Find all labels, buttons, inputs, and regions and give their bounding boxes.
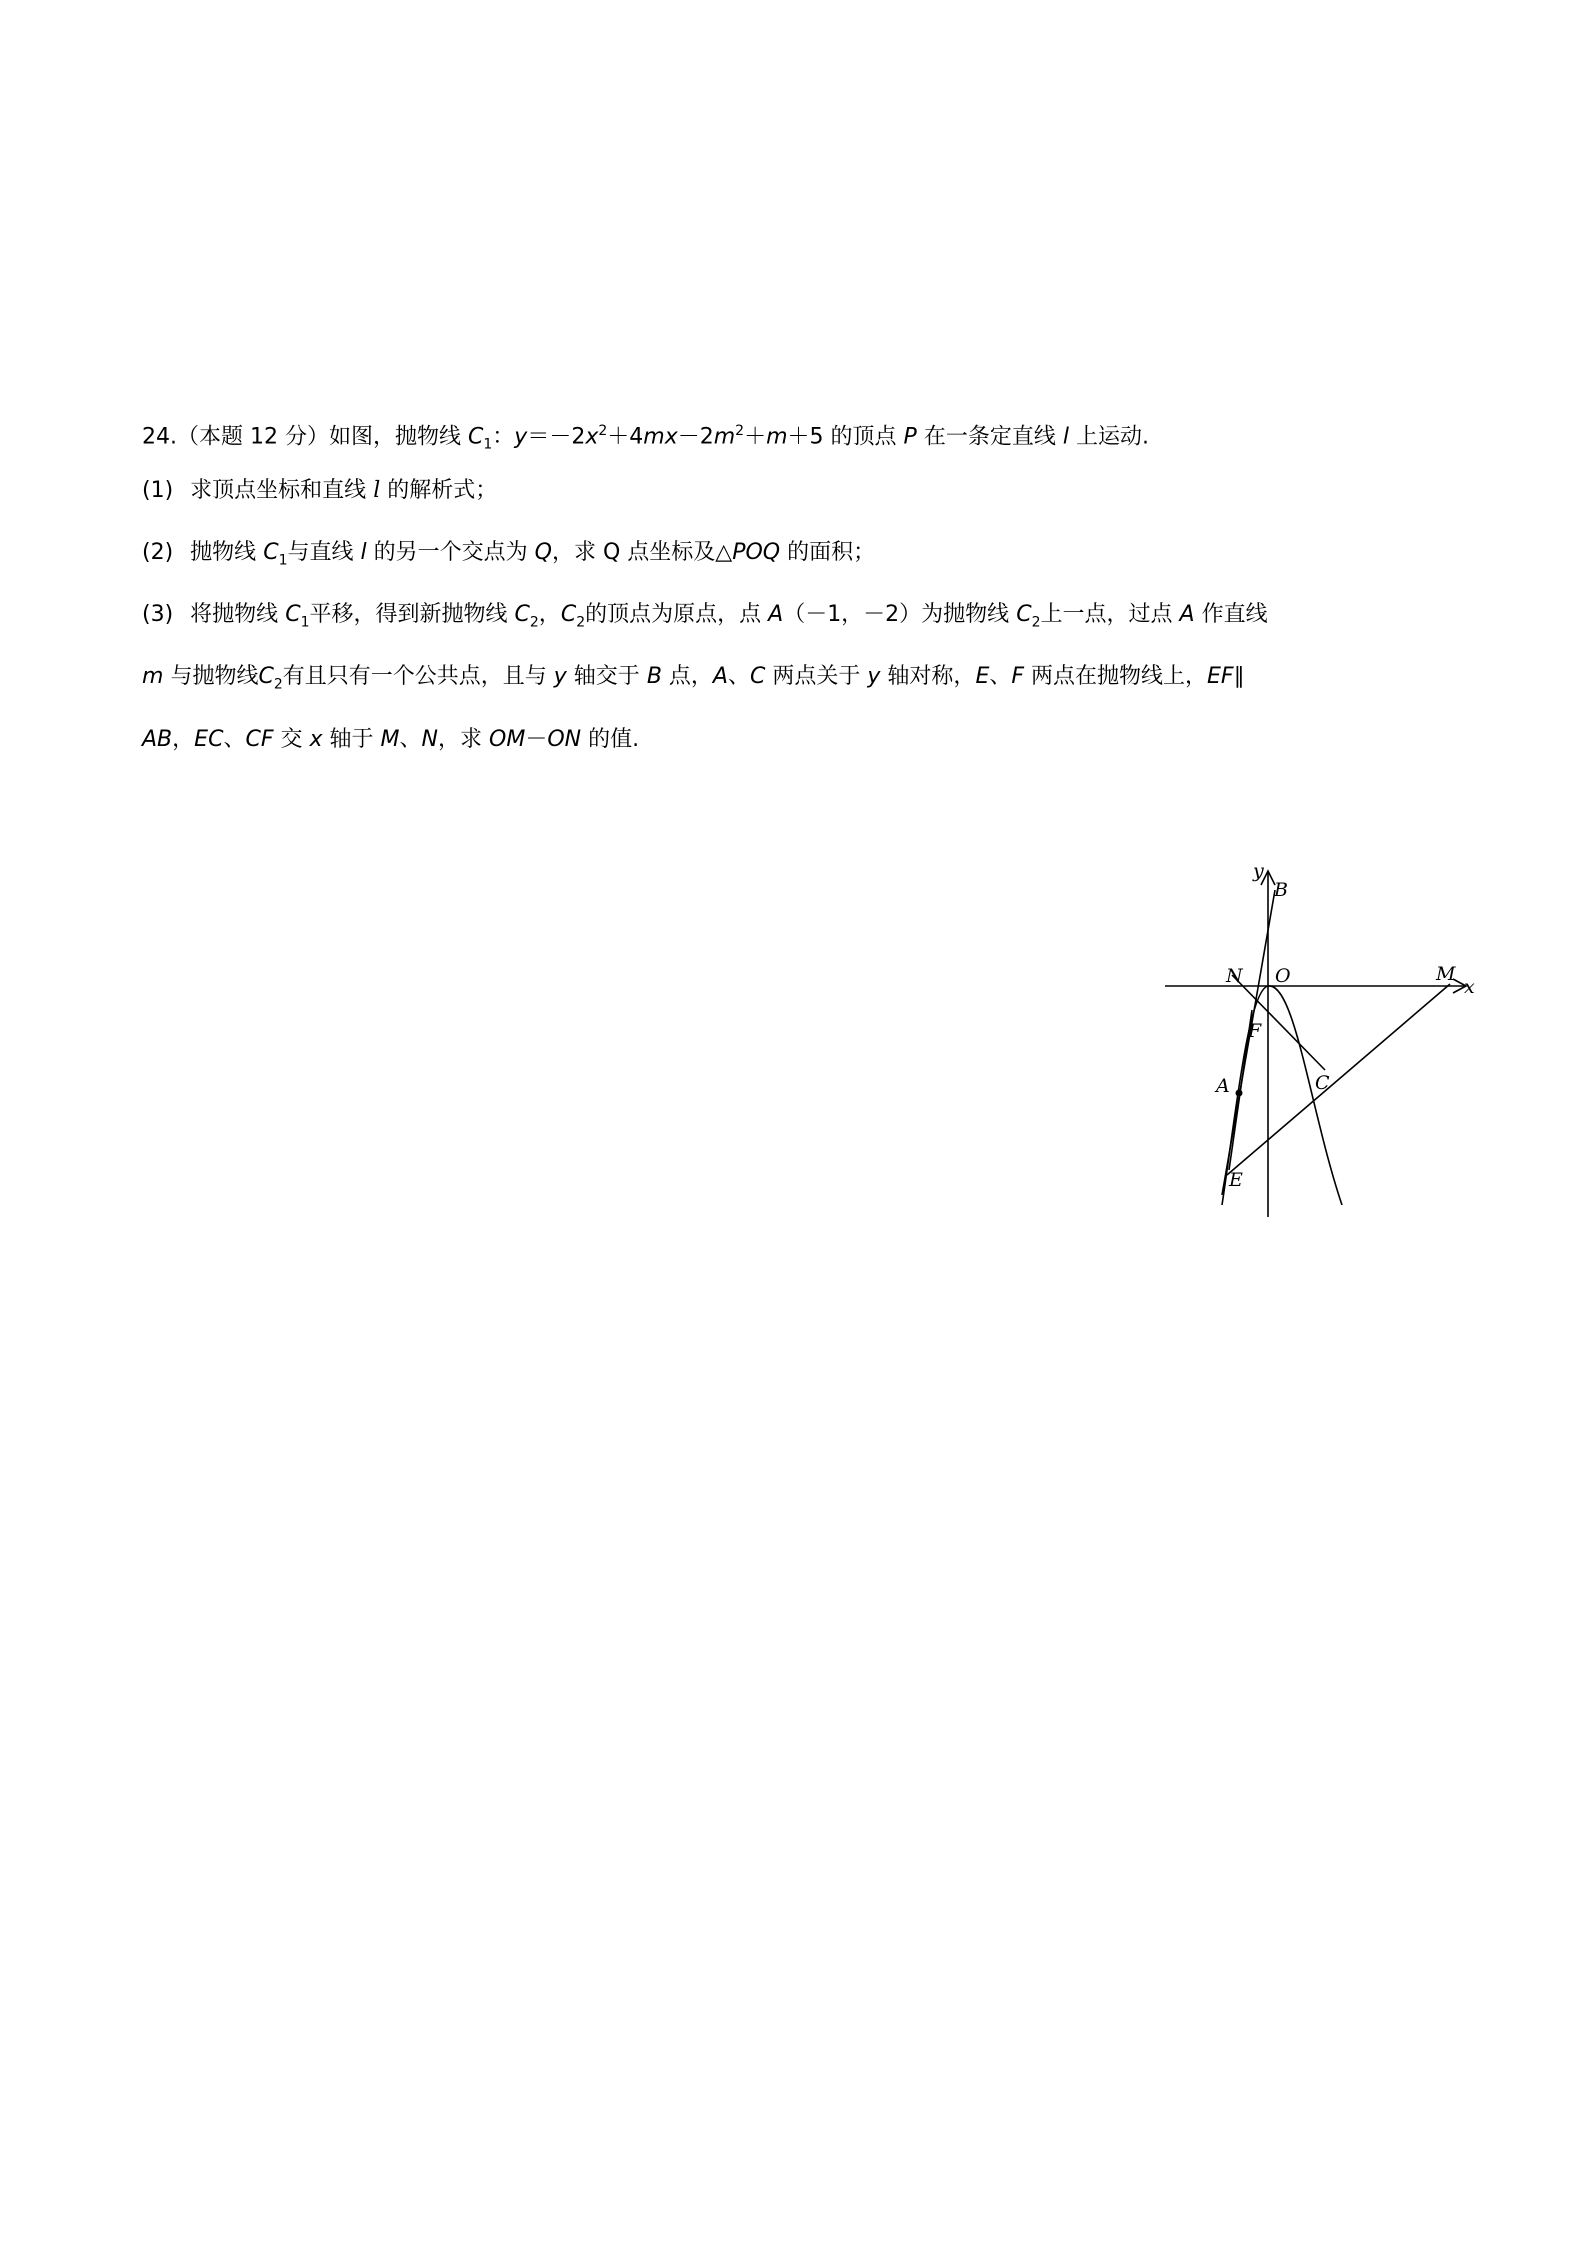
- part-3-j: 点，: [668, 664, 713, 689]
- label-o: O: [1275, 965, 1291, 987]
- part-3-m-var: m: [142, 664, 164, 689]
- part-3-g: 与抛物线: [170, 664, 259, 689]
- part-3-comma: ，: [538, 602, 561, 627]
- label-n: N: [1226, 965, 1243, 987]
- part-2: [142, 538, 875, 575]
- point-a: [1236, 1090, 1243, 1097]
- part-2-b: 与直线: [287, 540, 354, 565]
- part-3-parallel: ∥: [1233, 664, 1245, 689]
- part-3-u: ，求: [438, 727, 483, 752]
- part-3-h: 有且只有一个公共点，且与: [282, 664, 547, 689]
- part-3-y-var: y: [553, 664, 567, 689]
- eq-x: x: [585, 424, 599, 450]
- part-3-s: 轴于: [329, 727, 374, 752]
- part-3-c-pt: C: [750, 664, 766, 689]
- part-1-text-b: 的解析式；: [387, 478, 498, 503]
- part-3-m-txt: 轴对称，: [887, 664, 976, 689]
- label-b: B: [1274, 879, 1288, 901]
- part-1: [142, 476, 497, 506]
- part-3-y2-var: y: [867, 664, 881, 689]
- eq-a: ＝－2: [527, 424, 586, 450]
- eq-b: ＋4: [607, 424, 644, 450]
- part-3-cf: CF: [245, 727, 274, 752]
- part-3-line-2: [142, 662, 1245, 699]
- part-3-c1-sub: 1: [300, 614, 310, 631]
- part-2-q-var: Q: [534, 540, 552, 565]
- part-3-ef: EF: [1207, 664, 1234, 689]
- part-3-l: 两点关于: [772, 664, 861, 689]
- part-1-text-a: 求顶点坐标和直线: [190, 478, 367, 503]
- part-3-f: 作直线: [1201, 602, 1268, 627]
- part-3-n: 、: [989, 664, 1012, 689]
- part-3-a2-var: A: [1179, 602, 1195, 627]
- part-3-c1-var: C: [285, 602, 301, 627]
- l-var: l: [1062, 424, 1069, 450]
- part-3-a-var: A: [768, 602, 784, 627]
- part-3-c: 的顶点为原点，点: [585, 602, 762, 627]
- label-x: x: [1464, 976, 1475, 998]
- problem-statement: [142, 416, 1149, 460]
- label-y: y: [1253, 860, 1264, 882]
- part-3-r: 交: [280, 727, 303, 752]
- colon: ：: [492, 424, 515, 450]
- label-a: A: [1216, 1075, 1230, 1097]
- part-3-a: 将抛物线: [190, 602, 279, 627]
- eq-mx: mx: [643, 424, 678, 450]
- eq-m2: m: [766, 424, 788, 450]
- part-3-c2b-var: C: [560, 602, 577, 627]
- part-3-c2b-sub: 2: [576, 614, 586, 631]
- part-2-l-var: l: [360, 540, 367, 565]
- part-3-number: (3): [142, 602, 174, 627]
- part-1-number: (1): [142, 478, 174, 503]
- part-2-c-var: C: [263, 540, 279, 565]
- part-2-a: 抛物线: [190, 540, 257, 565]
- geometry-figure: [1150, 860, 1480, 1230]
- label-c: C: [1315, 1072, 1330, 1094]
- part-3-d: （－1，－2）为抛物线: [783, 602, 1010, 627]
- c1-sub: 1: [483, 436, 493, 453]
- eq-c: －2: [677, 424, 714, 450]
- part-2-poq: POQ: [732, 540, 781, 565]
- problem-mid: 在一条定直线: [923, 424, 1056, 450]
- part-3-t: 、: [399, 727, 422, 752]
- part-3-i: 轴交于: [573, 664, 640, 689]
- part-3-q: 、: [223, 727, 246, 752]
- part-3-c2-sub: 2: [529, 614, 539, 631]
- part-3-c2-var: C: [514, 602, 530, 627]
- part-3-b: 平移，得到新抛物线: [309, 602, 508, 627]
- part-3-line-3: [142, 725, 639, 755]
- problem-header: 24.（本题 12 分）如图，抛物线: [142, 424, 461, 450]
- part-3-minus: －: [525, 727, 548, 752]
- eq-d: ＋: [744, 424, 767, 450]
- part-2-c: 的另一个交点为: [373, 540, 528, 565]
- part-3-c2c-var: C: [1016, 602, 1032, 627]
- eq-y: y: [514, 424, 528, 450]
- part-3-n-pt: N: [421, 727, 438, 752]
- part-2-e: 的面积；: [787, 540, 876, 565]
- line-m: [1222, 890, 1275, 1195]
- problem-tail: 上运动.: [1075, 424, 1149, 450]
- part-3-c2c-sub: 2: [1031, 614, 1041, 631]
- part-3-v: 的值.: [588, 727, 640, 752]
- part-3-b-var: B: [646, 664, 662, 689]
- part-3-line-1: [142, 600, 1268, 637]
- part-3-c2d-sub: 2: [273, 676, 283, 693]
- c1-var: C: [467, 424, 484, 450]
- eq-sq: 2: [598, 423, 608, 439]
- part-3-ab: AB: [142, 727, 173, 752]
- label-f: F: [1248, 1020, 1262, 1042]
- eq-sq2: 2: [735, 423, 745, 439]
- part-3-c2d-var: C: [258, 664, 274, 689]
- part-3-p: ，: [172, 727, 195, 752]
- part-3-on: ON: [547, 727, 582, 752]
- part-3-x-var: x: [309, 727, 323, 752]
- p-var: P: [903, 424, 917, 450]
- part-3-ec: EC: [194, 727, 224, 752]
- part-3-e: 上一点，过点: [1040, 602, 1173, 627]
- part-3-e-var: E: [975, 664, 990, 689]
- part-2-c-sub: 1: [278, 552, 288, 569]
- part-3-f-var: F: [1011, 664, 1025, 689]
- eq-e: ＋5 的顶点: [787, 424, 897, 450]
- part-1-l-var: l: [373, 478, 381, 503]
- part-2-number: (2): [142, 540, 174, 565]
- part-3-a3-var: A: [712, 664, 728, 689]
- eq-m: m: [713, 424, 736, 450]
- label-e: E: [1229, 1169, 1243, 1191]
- line-ec: [1227, 984, 1450, 1175]
- part-3-k: 、: [727, 664, 750, 689]
- part-3-o: 两点在抛物线上，: [1031, 664, 1208, 689]
- part-2-d: ，求 Q 点坐标及△: [551, 540, 733, 565]
- part-3-m-pt: M: [380, 727, 400, 752]
- part-3-om: OM: [489, 727, 526, 752]
- label-m: M: [1436, 963, 1456, 985]
